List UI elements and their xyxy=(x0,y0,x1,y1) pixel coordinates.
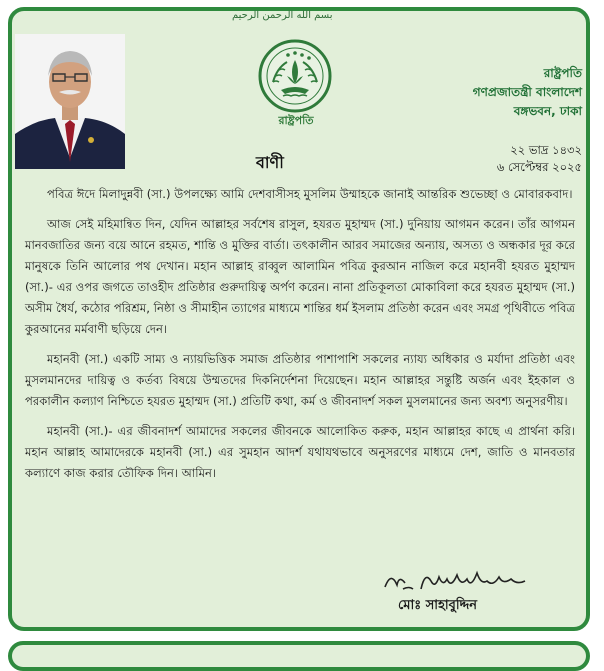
date-bangla: ২২ ভাদ্র ১৪৩২ xyxy=(510,143,582,157)
date-english: ৬ সেপ্টেম্বর ২০২৫ xyxy=(496,160,582,174)
message-date xyxy=(497,142,582,176)
bismillah-calligraphy: بسم الله الرحمن الرحيم xyxy=(232,10,333,21)
paragraph-4: মহানবী (সা.)- এর জীবনাদর্শ আমাদের সকলের জীবনকে আলোকিত করুক, মহান আল্লাহর কাছে এ প্রার্থনা করি। মহান আল্লাহ আমাদেরকে মহানবী (সা.) এর সুমহান আদর্শ যথাযথভাবে অনুসরণের মাধ্যমে দেশ, জাতি ও মানবতার কল্যাণে কাজ করার তৌফিক দিন। আমিন। xyxy=(25,424,575,480)
signer-name: মোঃ সাহাবুদ্দিন xyxy=(398,598,478,613)
office-title: রাষ্ট্রপতি xyxy=(543,66,582,80)
message-body xyxy=(25,184,575,493)
message-title: বাণী xyxy=(256,153,284,172)
emblem-label: রাষ্ট্রপতি xyxy=(278,114,314,127)
paragraph-2: আজ সেই মহিমান্বিত দিন, যেদিন আল্লাহর সর্বশেষ রাসুল, হযরত মুহাম্মদ (সা.) দুনিয়ায় আগমন করেন। তাঁর আগমন মানবজাতির জন্য বয়ে আনে রহমত, শান্তি ও মুক্তির বার্তা। তৎকালীন আরব সমাজের অন্যায়, অসত্য ও অন্ধকার দূর করে মানুষকে তিনি আলোর পথ দেখান। মহান আল্লাহ রাব্বুল আলামিন পবিত্র কুরআন নাজিল করে মহানবী হযরত মুহাম্মদ (সা.)- এর ওপর জগতে তাওহীদ প্রতিষ্ঠার গুরুদায়িত্ব অর্পণ করেন। নানা প্রতিকূলতা মোকাবিলা করে হযরত মুহাম্মদ (সা.) অসীম ধৈর্য, কঠোর পরিশ্রম, নিষ্ঠা ও সীমাহীন ত্যাগের মাধ্যমে শান্তির ধর্ম ইসলাম প্রতিষ্ঠা করেন এবং সমগ্র পৃথিবীতে পবিত্র কুরআনের মর্মবাণী ছড়িয়ে দেন। xyxy=(25,217,575,336)
office-location: বঙ্গভবন, ঢাকা xyxy=(513,104,582,118)
president-portrait xyxy=(15,34,125,169)
paragraph-3: মহানবী (সা.) একটি সাম্য ও ন্যায়ভিত্তিক সমাজ প্রতিষ্ঠার পাশাপাশি সকলের ন্যায্য অধিকার ও মর্যাদা প্রতিষ্ঠা এবং মুসলমানদের দায়িত্ব ও কর্তব্য বিষয়ে উম্মতদের দিকনির্দেশনা দিয়েছেন। মহান আল্লাহর সন্তুষ্টি অর্জন এবং ইহকাল ও পরকালীন কল্যাণ নিশ্চিতে হযরত মুহাম্মদ (সা.) প্রতিটি কথা, কর্ম ও জীবনাদর্শ সকল মুসলমানের জন্য অবশ্য অনুসরণীয়। xyxy=(25,352,575,408)
office-country: গণপ্রজাতন্ত্রী বাংলাদেশ xyxy=(472,85,582,99)
bangladesh-emblem-icon xyxy=(257,38,333,114)
office-address xyxy=(473,64,582,121)
next-message-frame xyxy=(8,641,590,671)
paragraph-1: পবিত্র ঈদে মিলাদুন্নবী (সা.) উপলক্ষ্যে আমি দেশবাসীসহ মুসলিম উম্মাহকে জানাই আন্তরিক শুভেচ্ছা ও মোবারকবাদ। xyxy=(47,187,573,201)
handwritten-signature xyxy=(381,567,531,593)
